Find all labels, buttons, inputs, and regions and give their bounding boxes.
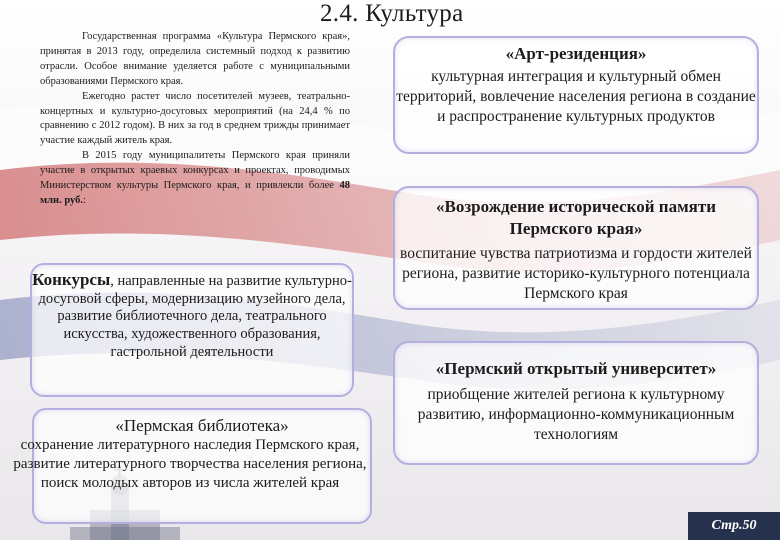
page-title: 2.4. Культура bbox=[320, 0, 464, 27]
library-title: «Пермская библиотека» bbox=[115, 416, 289, 435]
intro-paragraph: Государственная программа «Культура Пермского края», принятая в 2013 году, определила системный подход к развитию отрасли. Особое внимание уделяется работе с муниципальными образованиями Пермского края. bbox=[40, 31, 350, 87]
page-number-badge: Стр.50 bbox=[688, 512, 780, 540]
intro-paragraph-tail: : bbox=[83, 194, 86, 206]
intro-paragraph-text: В 2015 году муниципалитеты Пермского края приняли участие в открытых краевых конкурсах и проектах, проводимых Министерством культуры Пермского края, и привлекли более bbox=[40, 150, 350, 192]
library-description: сохранение литературного наследия Пермского края, развитие литературного творчества населения региона, поиск молодых авторов из числа жителей края bbox=[13, 437, 367, 492]
open-university-description: приобщение жителей региона к культурному развитию, информационно-коммуникационным технологиям bbox=[417, 386, 735, 444]
intro-text bbox=[40, 30, 350, 209]
art-residence-title: «Арт-резиденция» bbox=[505, 44, 647, 63]
historical-memory-description: воспитание чувства патриотизма и гордости жителей региона, развитие историко-культурного потенциала Пермского края bbox=[400, 245, 752, 303]
contests-box bbox=[30, 263, 354, 397]
intro-paragraph bbox=[40, 149, 350, 209]
art-residence-description: культурная интеграция и культурный обмен территорий, вовлечение населения региона в создание и распространение культурных продуктов bbox=[396, 68, 756, 126]
open-university-title: «Пермский открытый университет» bbox=[435, 359, 717, 378]
intro-paragraph: Ежегодно растет число посетителей музеев, театрально-концертных и культурно-досуговых мероприятий (на 24,4 % по сравнению с 2012 годом). В них за год в среднем трижды принимает участие каждый житель края. bbox=[40, 90, 350, 147]
contests-lead: Конкурсы bbox=[32, 270, 111, 289]
library-box bbox=[13, 408, 372, 524]
historical-memory-title: «Возрождение исторической памяти Пермского края» bbox=[436, 197, 716, 239]
intro-funding-amount: 48 млн. руб. bbox=[40, 180, 350, 206]
contests-text: , направленные на развитие культурно-досуговой сферы, модернизацию музейного дела, развитие библиотечного дела, театрального искусства, художественного образования, гастрольной деятельности bbox=[38, 273, 352, 360]
